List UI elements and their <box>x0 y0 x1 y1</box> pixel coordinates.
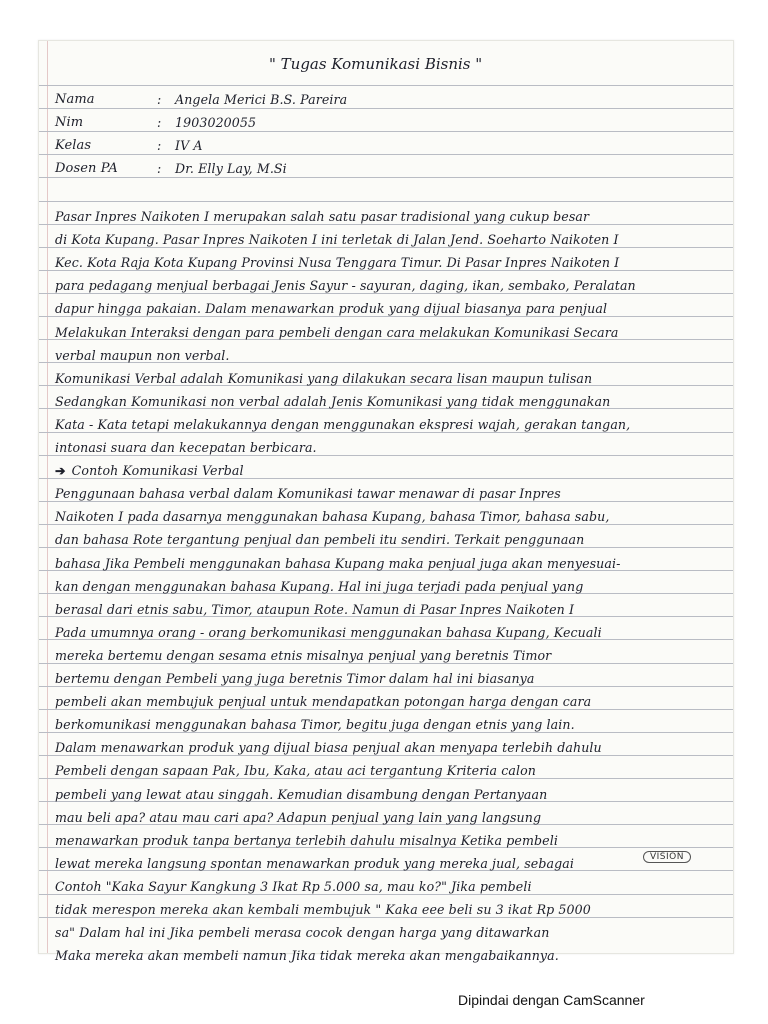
header-sep: : <box>157 161 162 176</box>
text-line: Kec. Kota Raja Kota Kupang Provinsi Nusa Tenggara Timur. Di Pasar Inpres Naikoten I <box>55 255 620 271</box>
arrow-bullet-icon: ➔ <box>55 463 66 479</box>
text-line: pembeli akan membujuk penjual untuk mendapatkan potongan harga dengan cara <box>55 694 592 710</box>
scanner-watermark: Dipindai dengan CamScanner <box>458 992 645 1008</box>
header-value: Angela Merici B.S. Pareira <box>175 92 348 107</box>
header-value: IV A <box>175 138 203 153</box>
text-line: mereka bertemu dengan sesama etnis misalnya penjual yang beretnis Timor <box>55 647 552 663</box>
header-sep: : <box>157 92 162 107</box>
text-line: Sedangkan Komunikasi non verbal adalah Jenis Komunikasi yang tidak menggunakan <box>55 393 611 409</box>
text-line: bertemu dengan Pembeli yang juga beretnis Timor dalam hal ini biasanya <box>55 671 535 686</box>
text-line: Kata - Kata tetapi melakukannya dengan menggunakan ekspresi wajah, gerakan tangan, <box>55 416 631 432</box>
section-heading-text: Contoh Komunikasi Verbal <box>71 463 244 479</box>
text-line: Pembeli dengan sapaan Pak, Ibu, Kaka, atau aci tergantung Kriteria calon <box>55 763 536 779</box>
rule-line <box>39 108 733 109</box>
header-value: Dr. Elly Lay, M.Si <box>175 161 287 176</box>
text-line: verbal maupun non verbal. <box>55 347 230 363</box>
text-line: di Kota Kupang. Pasar Inpres Naikoten I ini terletak di Jalan Jend. Soeharto Naikoten I <box>55 232 619 248</box>
text-line: Komunikasi Verbal adalah Komunikasi yang dilakukan secara lisan maupun tulisan <box>55 370 593 386</box>
text-line: kan dengan menggunakan bahasa Kupang. Hal ini juga terjadi pada penjual yang <box>55 578 584 594</box>
text-line: berkomunikasi menggunakan bahasa Timor, begitu juga dengan etnis yang lain. <box>55 717 575 733</box>
page-title: " Tugas Komunikasi Bisnis " <box>269 55 483 73</box>
text-line: lewat mereka langsung spontan menawarkan produk yang mereka jual, sebagai <box>55 855 575 871</box>
rule-line <box>39 201 733 202</box>
text-line: Melakukan Interaksi dengan para pembeli dengan cara melakukan Komunikasi Secara <box>55 324 619 340</box>
text-line: Pada umumnya orang - orang berkomunikasi menggunakan bahasa Kupang, Kecuali <box>55 624 602 640</box>
text-line: intonasi suara dan kecepatan berbicara. <box>55 440 317 455</box>
rule-line <box>39 85 733 86</box>
header-label: Kelas <box>55 138 92 153</box>
header-value: 1903020055 <box>175 115 257 130</box>
text-line: dapur hingga pakaian. Dalam menawarkan produk yang dijual biasanya para penjual <box>55 301 608 317</box>
header-label: Dosen PA <box>55 161 118 176</box>
text-line: berasal dari etnis sabu, Timor, ataupun Rote. Namun di Pasar Inpres Naikoten I <box>55 601 575 617</box>
rule-line <box>39 177 733 178</box>
text-line: menawarkan produk tanpa bertanya terlebih dahulu misalnya Ketika pembeli <box>55 832 558 848</box>
text-line: dan bahasa Rote tergantung penjual dan pembeli itu sendiri. Terkait penggunaan <box>55 532 585 548</box>
text-line: Pasar Inpres Naikoten I merupakan salah satu pasar tradisional yang cukup besar <box>55 209 590 224</box>
header-sep: : <box>157 115 162 130</box>
text-line: sa" Dalam hal ini Jika pembeli merasa cocok dengan harga yang ditawarkan <box>55 925 550 941</box>
section-heading <box>55 463 244 478</box>
header-sep: : <box>157 138 162 153</box>
rule-line <box>39 131 733 132</box>
notebook-brand-logo: VISION <box>643 851 691 863</box>
text-line: Maka mereka akan membeli namun Jika tidak mereka akan mengabaikannya. <box>55 948 559 964</box>
text-line: bahasa Jika Pembeli menggunakan bahasa Kupang maka penjual juga akan menyesuai- <box>55 555 621 571</box>
text-line: tidak merespon mereka akan kembali membujuk " Kaka eee beli su 3 ikat Rp 5000 <box>55 902 591 917</box>
header-label: Nama <box>55 92 95 107</box>
text-line: Contoh "Kaka Sayur Kangkung 3 Ikat Rp 5.000 sa, mau ko?" Jika pembeli <box>55 878 532 894</box>
text-line: mau beli apa? atau mau cari apa? Adapun penjual yang lain yang langsung <box>55 809 542 825</box>
notebook-page <box>38 40 734 964</box>
header-label: Nim <box>55 115 84 130</box>
text-line: Naikoten I pada dasarnya menggunakan bahasa Kupang, bahasa Timor, bahasa sabu, <box>55 509 610 525</box>
text-line: Penggunaan bahasa verbal dalam Komunikasi tawar menawar di pasar Inpres <box>55 486 561 502</box>
rule-line <box>39 154 733 155</box>
text-line: para pedagang menjual berbagai Jenis Sayur - sayuran, daging, ikan, sembako, Peralatan <box>55 278 636 294</box>
text-line: Dalam menawarkan produk yang dijual biasa penjual akan menyapa terlebih dahulu <box>55 740 602 756</box>
text-line: pembeli yang lewat atau singgah. Kemudian disambung dengan Pertanyaan <box>55 786 548 802</box>
